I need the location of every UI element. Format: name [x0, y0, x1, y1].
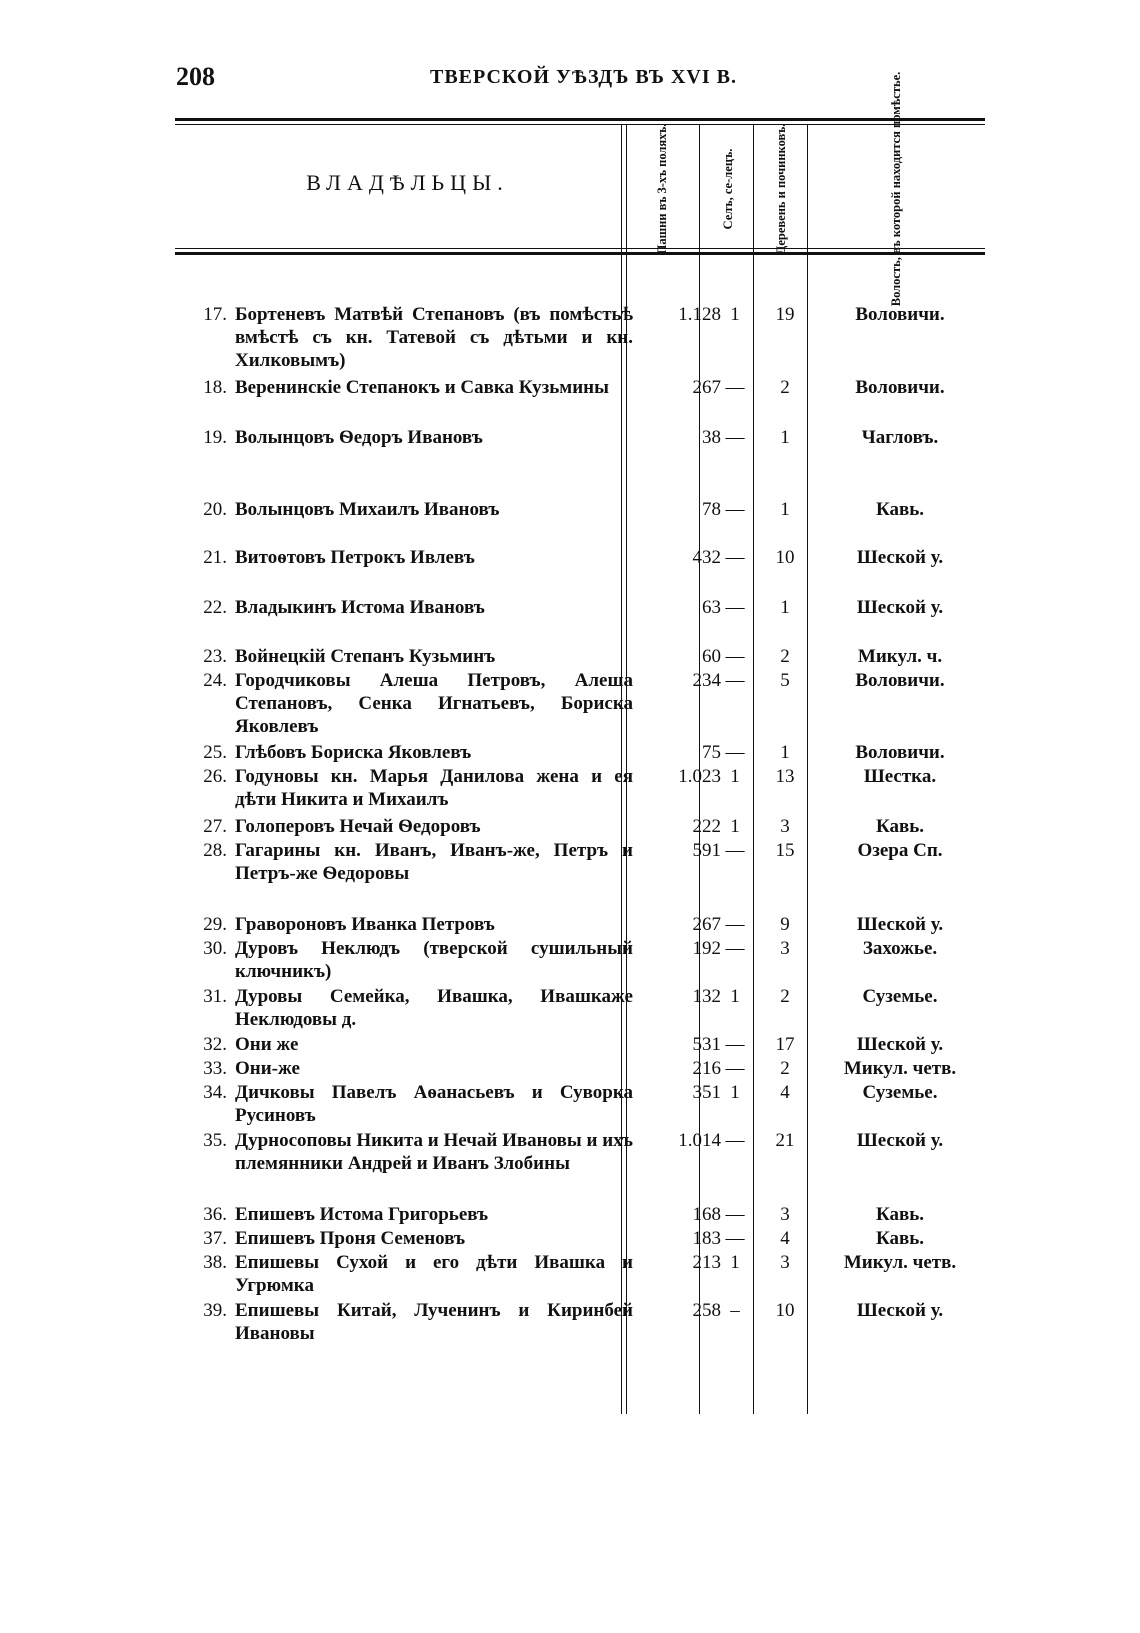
owner-name: Волынцовъ Михаилъ Ивановъ: [235, 499, 500, 520]
volost-value: Шестка.: [863, 766, 937, 787]
owner-name: Епишевъ Проня Семеновъ: [235, 1228, 466, 1249]
volost-value: Воловичи.: [855, 742, 945, 763]
owner-name: Веренинскіе Степанокъ и Савка Кузьмины: [235, 377, 609, 398]
villages-value: —: [725, 840, 745, 861]
patches-value: 60: [702, 646, 721, 667]
header-hamlets: Деревень и починковъ.: [774, 123, 788, 255]
volost-value: Кавь.: [875, 1204, 925, 1225]
volost-value: Шеской у.: [856, 1034, 944, 1055]
row-number: 32.: [203, 1034, 227, 1055]
patches-value: 591: [692, 840, 721, 861]
patches-value: 168: [692, 1204, 721, 1225]
villages-value: —: [725, 742, 745, 763]
owner-name: Городчиковы Алеша Петровъ, Алеша Степановъ, Сенка Игнатьевъ, Бориска Яковлевъ: [235, 670, 633, 737]
patches-value: 222: [692, 816, 721, 837]
header-owners: ВЛАДѢЛЬЦЫ.: [306, 170, 509, 195]
hamlets-value: 2: [780, 1058, 790, 1079]
owner-name: Витоѳтовъ Петрокъ Ивлевъ: [235, 547, 475, 568]
hamlets-value: 1: [780, 742, 790, 763]
volost-value: Кавь.: [875, 499, 925, 520]
villages-value: —: [725, 499, 745, 520]
hamlets-value: 2: [780, 646, 790, 667]
villages-value: —: [725, 938, 745, 959]
owner-name: Епишевы Сухой и его дѣти Ивашка и Угрюмка: [235, 1252, 633, 1296]
villages-value: —: [725, 1228, 745, 1249]
owner-name: Дуровы Семейка, Ивашка, Ивашкаже Неклюдовы д.: [235, 986, 633, 1030]
owner-name: Гравороновъ Иванка Петровъ: [235, 914, 495, 935]
villages-value: 1: [730, 766, 740, 787]
patches-value: 531: [692, 1034, 721, 1055]
hamlets-value: 19: [775, 304, 795, 325]
patches-value: 267: [692, 377, 721, 398]
volost-value: Чагловъ.: [861, 427, 939, 448]
villages-value: —: [725, 1058, 745, 1079]
villages-value: —: [725, 670, 745, 691]
villages-value: —: [725, 547, 745, 568]
header-villages: Селъ, се-лецъ.: [721, 148, 735, 230]
row-number: 22.: [203, 597, 227, 618]
row-number: 36.: [203, 1204, 227, 1225]
patches-value: 1.128: [678, 304, 721, 325]
patches-value: 213: [692, 1252, 721, 1273]
hamlets-value: 3: [780, 816, 790, 837]
volost-value: Воловичи.: [855, 304, 945, 325]
row-number: 17.: [203, 304, 227, 325]
patches-value: 75: [702, 742, 721, 763]
villages-value: —: [725, 914, 745, 935]
top-double-rule-thin: [175, 124, 985, 125]
row-number: 28.: [203, 840, 227, 861]
hamlets-value: 5: [780, 670, 790, 691]
hamlets-value: 10: [775, 547, 795, 568]
volost-value: Суземье.: [862, 1082, 938, 1103]
top-double-rule-thick: [175, 118, 985, 121]
row-number: 27.: [203, 816, 227, 837]
owner-name: Епишевы Китай, Лученинъ и Киринбей Ивановы: [235, 1300, 633, 1344]
owner-name: Дуровъ Неклюдъ (тверской сушильный ключникъ): [235, 938, 633, 982]
header-bottom-rule-thick: [175, 252, 985, 255]
row-number: 39.: [203, 1300, 227, 1321]
patches-value: 183: [692, 1228, 721, 1249]
hamlets-value: 13: [775, 766, 795, 787]
row-number: 35.: [203, 1130, 227, 1151]
villages-value: —: [725, 1130, 745, 1151]
row-number: 33.: [203, 1058, 227, 1079]
row-number: 37.: [203, 1228, 227, 1249]
villages-value: —: [725, 377, 745, 398]
villages-value: —: [725, 427, 745, 448]
villages-value: 1: [730, 1082, 740, 1103]
row-number: 20.: [203, 499, 227, 520]
row-number: 30.: [203, 938, 227, 959]
villages-value: –: [730, 1300, 740, 1321]
hamlets-value: 17: [775, 1034, 795, 1055]
villages-value: —: [725, 646, 745, 667]
volost-value: Озера Сп.: [857, 840, 943, 861]
volost-value: Шеской у.: [856, 547, 944, 568]
villages-value: —: [725, 597, 745, 618]
villages-value: —: [725, 1204, 745, 1225]
volost-value: Суземье.: [862, 986, 938, 1007]
patches-value: 78: [702, 499, 721, 520]
row-number: 21.: [203, 547, 227, 568]
patches-value: 1.014: [678, 1130, 721, 1151]
hamlets-value: 1: [780, 499, 790, 520]
row-number: 29.: [203, 914, 227, 935]
owner-name: Глѣбовъ Бориска Яковлевъ: [235, 742, 472, 763]
row-number: 26.: [203, 766, 227, 787]
villages-value: 1: [730, 986, 740, 1007]
volost-value: Шеской у.: [856, 1300, 944, 1321]
patches-value: 192: [692, 938, 721, 959]
row-number: 25.: [203, 742, 227, 763]
hamlets-value: 9: [780, 914, 790, 935]
page-number: 208: [176, 62, 215, 91]
volost-value: Кавь.: [875, 816, 925, 837]
owner-name: Волынцовъ Ѳедоръ Ивановъ: [235, 427, 483, 448]
volost-value: Воловичи.: [855, 377, 945, 398]
row-number: 19.: [203, 427, 227, 448]
row-number: 31.: [203, 986, 227, 1007]
owner-name: Войнецкій Степанъ Кузьминъ: [235, 646, 496, 667]
patches-value: 132: [692, 986, 721, 1007]
villages-value: 1: [730, 1252, 740, 1273]
owner-name: Они-же: [235, 1058, 300, 1079]
patches-value: 1.023: [678, 766, 721, 787]
volost-value: Кавь.: [875, 1228, 925, 1249]
owner-name: Годуновы кн. Марья Данилова жена и ея дѣти Никита и Михаилъ: [235, 766, 633, 810]
hamlets-value: 1: [780, 427, 790, 448]
villages-value: —: [725, 1034, 745, 1055]
owner-name: Дурносоповы Никита и Нечай Ивановы и ихъ племянники Андрей и Иванъ Злобины: [235, 1130, 633, 1174]
owner-name: Епишевъ Истома Григорьевъ: [235, 1204, 489, 1225]
hamlets-value: 2: [780, 986, 790, 1007]
hamlets-value: 3: [780, 1252, 790, 1273]
patches-value: 234: [692, 670, 721, 691]
hamlets-value: 15: [775, 840, 795, 861]
hamlets-value: 2: [780, 377, 790, 398]
volost-value: Шеской у.: [856, 1130, 944, 1151]
hamlets-value: 10: [775, 1300, 795, 1321]
owner-name: Бортеневъ Матвѣй Степановъ (въ помѣстьѣ вмѣстѣ съ кн. Татевой съ дѣтьми и кн. Хилковымъ): [235, 304, 633, 371]
owner-name: Дичковы Павелъ Аѳанасьевъ и Суворка Русиновъ: [235, 1082, 633, 1126]
hamlets-value: 3: [780, 1204, 790, 1225]
hamlets-value: 4: [780, 1082, 790, 1103]
hamlets-value: 3: [780, 938, 790, 959]
owner-name: Владыкинъ Истома Ивановъ: [235, 597, 485, 618]
running-title: ТВЕРСКОЙ УѢЗДЪ ВЪ XVI В.: [430, 66, 737, 88]
row-number: 38.: [203, 1252, 227, 1273]
patches-value: 267: [692, 914, 721, 935]
column-divider-hamlets: [807, 124, 808, 1414]
header-volost: Волость, въ которой находится помѣстье.: [889, 71, 903, 307]
patches-value: 432: [692, 547, 721, 568]
volost-value: Микул. четв.: [843, 1058, 957, 1079]
volost-value: Захожье.: [862, 938, 938, 959]
patches-value: 38: [702, 427, 721, 448]
owner-name: Гагарины кн. Иванъ, Иванъ-же, Петръ и Петръ-же Ѳедоровы: [235, 840, 633, 884]
volost-value: Шеской у.: [856, 597, 944, 618]
villages-value: 1: [730, 304, 740, 325]
row-number: 34.: [203, 1082, 227, 1103]
owner-name: Они же: [235, 1034, 299, 1055]
running-header: [0, 60, 1140, 100]
volost-value: Воловичи.: [855, 670, 945, 691]
patches-value: 351: [692, 1082, 721, 1103]
patches-value: 63: [702, 597, 721, 618]
patches-value: 216: [692, 1058, 721, 1079]
patches-value: 258: [692, 1300, 721, 1321]
row-number: 23.: [203, 646, 227, 667]
hamlets-value: 4: [780, 1228, 790, 1249]
row-number: 24.: [203, 670, 227, 691]
villages-value: 1: [730, 816, 740, 837]
volost-value: Микул. ч.: [857, 646, 943, 667]
volost-value: Шеской у.: [856, 914, 944, 935]
header-patches: Пашни въ 3-хъ поляхъ.: [655, 123, 669, 255]
owner-name: Голоперовъ Нечай Ѳедоровъ: [235, 816, 481, 837]
hamlets-value: 1: [780, 597, 790, 618]
volost-value: Микул. четв.: [843, 1252, 957, 1273]
row-number: 18.: [203, 377, 227, 398]
header-bottom-rule-thin: [175, 248, 985, 249]
hamlets-value: 21: [775, 1130, 795, 1151]
